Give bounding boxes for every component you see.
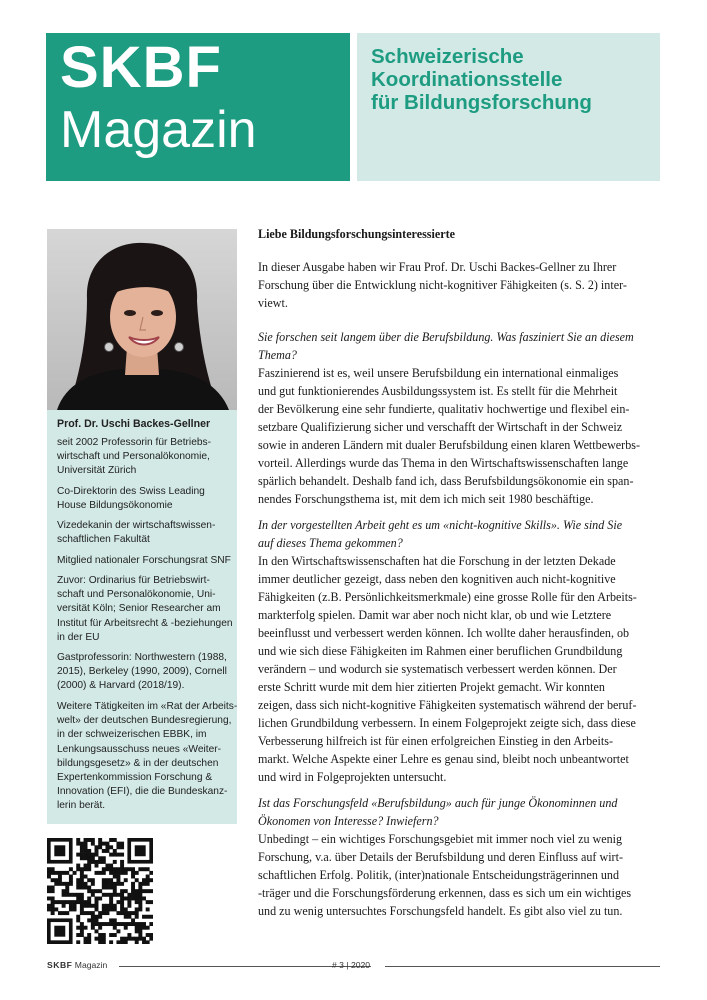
answer-line: Unbedingt – ein wichtiges Forschungsgebiet mit immer noch viel zu wenig — [258, 832, 623, 846]
answer-line: setzbare Qualifizierung sicher und verschafft der Wirtschaft in der Schweiz — [258, 420, 623, 434]
intro-line: In dieser Ausgabe haben wir Frau Prof. Dr. Uschi Backes-Gellner zu Ihrer — [258, 260, 617, 274]
question-line: Ökonomen von Interesse? Inwiefern? — [258, 814, 439, 828]
bio-line: Expertenkommission Forschung & — [57, 772, 213, 784]
answer-line: Fähigkeiten (z.B. Persönlichkeitsmerkmale) eine grosse Rolle für den Arbeits- — [258, 590, 637, 604]
bio-line: seit 2002 Professorin für Betriebs- — [57, 437, 212, 448]
intro-line: Forschung über die Entwicklung nicht-kognitiver Fähigkeiten (s. S. 2) inter- — [258, 278, 627, 292]
portrait-photo — [47, 229, 237, 410]
question-line: Thema? — [258, 348, 297, 362]
masthead-logo-block — [46, 33, 350, 181]
answer-line: nendes Forschungsthema ist, mit dem ich mich seit 1980 beschäftige. — [258, 492, 594, 506]
bio-line: in der EU — [57, 631, 100, 643]
bio-line: schaft und Personalökonomie, Uni- — [57, 589, 216, 601]
answer-line: -träger und die Forschungsförderung erkennen, dass es sich um ein wichtiges — [258, 886, 632, 900]
organization-name — [371, 45, 592, 114]
answer-line: vorteil. Allerdings wurde das Thema in den Wirtschaftswissenschaften lange — [258, 456, 629, 470]
answer-line: markt. Welche Aspekte einer Lehre es genau sind, bleibt noch unbeantwortet — [258, 752, 629, 766]
bio-item — [57, 574, 233, 645]
article-salutation: Liebe Bildungsforschungsinteressierte — [258, 227, 455, 241]
bio-line: Weitere Tätigkeiten im «Rat der Arbeits- — [57, 701, 238, 712]
answer-line: beeinflusst und verbessert werden können. Ich wollte daher herausfinden, ob — [258, 626, 630, 640]
question-line: Sie forschen seit langem über die Berufsbildung. Was fasziniert Sie an diesem — [258, 330, 634, 344]
answer-line: lichen Grundbildung verbessern. In einem Folgeprojekt zeigte sich, dass diese — [258, 716, 636, 730]
answer-line: und wie sich diese Fähigkeiten im Rahmen einer beruflichen Grundbildung — [258, 644, 623, 658]
question-line: Ist das Forschungsfeld «Berufsbildung» auch für junge Ökonominnen und — [258, 796, 618, 810]
bio-line: Universität Zürich — [57, 465, 137, 477]
answer-line: der Bevölkerung eine sehr fundierte, qualitativ hochwertige und flexibel ein- — [258, 402, 630, 416]
page-footer — [47, 960, 660, 974]
answer-line: In den Wirtschaftswissenschaften hat die Forschung in der letzten Dekade — [258, 554, 616, 568]
org-line: für Bildungsforschung — [371, 91, 592, 114]
bio-sidebar — [47, 410, 237, 824]
bio-item — [57, 554, 233, 568]
bio-line: wirtschaft und Personalökonomie, — [57, 451, 210, 463]
bio-line: Co-Direktorin des Swiss Leading — [57, 486, 205, 497]
bio-item — [57, 485, 233, 513]
question-line: auf dieses Thema gekommen? — [258, 536, 403, 550]
bio-line: schaftlichen Fakultät — [57, 534, 150, 546]
bio-line: lerin berät. — [57, 800, 106, 812]
answer-line: verändern – und wodurch sie systematisch verbessert werden können. Der — [258, 662, 617, 676]
answer-line: schaftlichen Erfolg. Politik, (inter)nationale Entscheidungsträgerinnen und — [258, 868, 620, 882]
intro-line: viewt. — [258, 296, 288, 310]
qr-code-graphic — [47, 838, 153, 944]
bio-line: House Bildungsökonomie — [57, 500, 173, 512]
question-line: In der vorgestellten Arbeit geht es um «nicht-kognitive Skills». Wie sind Sie — [258, 518, 623, 532]
org-line: Koordinationsstelle — [371, 68, 563, 91]
answer-line: und wird in Folgeprojekten untersucht. — [258, 770, 447, 784]
answer-line: und gut funktionierendes Ausbildungssystem ist. Es stellt für die Mehrheit — [258, 384, 618, 398]
bio-line: 2015), Berkeley (1990, 2009), Cornell — [57, 666, 227, 678]
issue-number: # 3 | 2020 — [332, 960, 371, 970]
bio-item — [57, 700, 238, 814]
answer-line: markterfolg spielen. Damit war aber noch nicht klar, ob und wie Letztere — [258, 608, 612, 622]
bio-line: (2000) & Harvard (2018/19). — [57, 680, 185, 692]
answer-line: Faszinierend ist es, weil unsere Berufsbildung ein international einmaliges — [258, 366, 619, 380]
answer-line: spärlich behandelt. Deshalb fand ich, dass Berufsbildungsökonomie ein span- — [258, 474, 634, 488]
bio-item — [57, 436, 233, 479]
logo-skbf: SKBF — [60, 35, 222, 100]
bio-line: welt» der deutschen Bundesregierung, — [57, 715, 232, 727]
answer-line: erste Schritt wurde mit dem hier zitierten Projekt gemacht. Wir konnten — [258, 680, 605, 694]
bio-item — [57, 519, 233, 547]
footer-brand-skbf: SKBF — [47, 960, 73, 970]
answer-line: immer deutlicher gezeigt, dass neben den kognitiven auch nicht-kognitive — [258, 572, 616, 586]
answer-line: und zu wenig untersuchtes Forschungsfeld handelt. Es gibt also viel zu tun. — [258, 904, 623, 918]
bio-line: Lenkungsausschuss neues «Weiter- — [57, 743, 222, 755]
answer-line: sowie in anderen Ländern mit dualer Berufsbildung einen klaren Wettbewerbs- — [258, 438, 640, 452]
bio-name: Prof. Dr. Uschi Backes-Gellner — [57, 418, 211, 430]
bio-line: Institut für Arbeitsrecht & -beziehungen — [57, 617, 233, 629]
bio-line: Gastprofessorin: Northwestern (1988, — [57, 652, 227, 663]
answer-line: Verbesserung hilfreich ist für einen erfolgreichen Einstieg in den Arbeits- — [258, 734, 613, 748]
qr-code[interactable] — [47, 838, 153, 944]
bio-line: Mitglied nationaler Forschungsrat SNF — [57, 555, 231, 566]
bio-line: versität Köln; Senior Researcher am — [57, 603, 221, 615]
bio-line: Innovation (EFI), die die Bundeskanz- — [57, 786, 228, 798]
org-line: Schweizerische — [371, 45, 524, 68]
logo-magazin: Magazin — [60, 101, 257, 159]
bio-line: Vizedekanin der wirtschaftswissen- — [57, 520, 216, 531]
answer-line: Forschung, v.a. über Details der Berufsbildung und deren Einfluss auf wirt- — [258, 850, 623, 864]
portrait-illustration — [47, 229, 237, 410]
bio-line: in der schweizerischen EBBK, im — [57, 729, 207, 741]
footer-brand — [47, 960, 107, 970]
masthead-org-block — [357, 33, 660, 181]
footer-rule — [385, 966, 660, 967]
bio-line: Zuvor: Ordinarius für Betriebswirt- — [57, 575, 210, 586]
footer-brand-magazin: Magazin — [74, 960, 108, 970]
bio-line: bildungsgesetz» & in der deutschen — [57, 757, 219, 769]
bio-item — [57, 651, 233, 694]
answer-line: zeigen, dass sich nicht-kognitive Fähigkeiten systematisch während der beruf- — [258, 698, 637, 712]
